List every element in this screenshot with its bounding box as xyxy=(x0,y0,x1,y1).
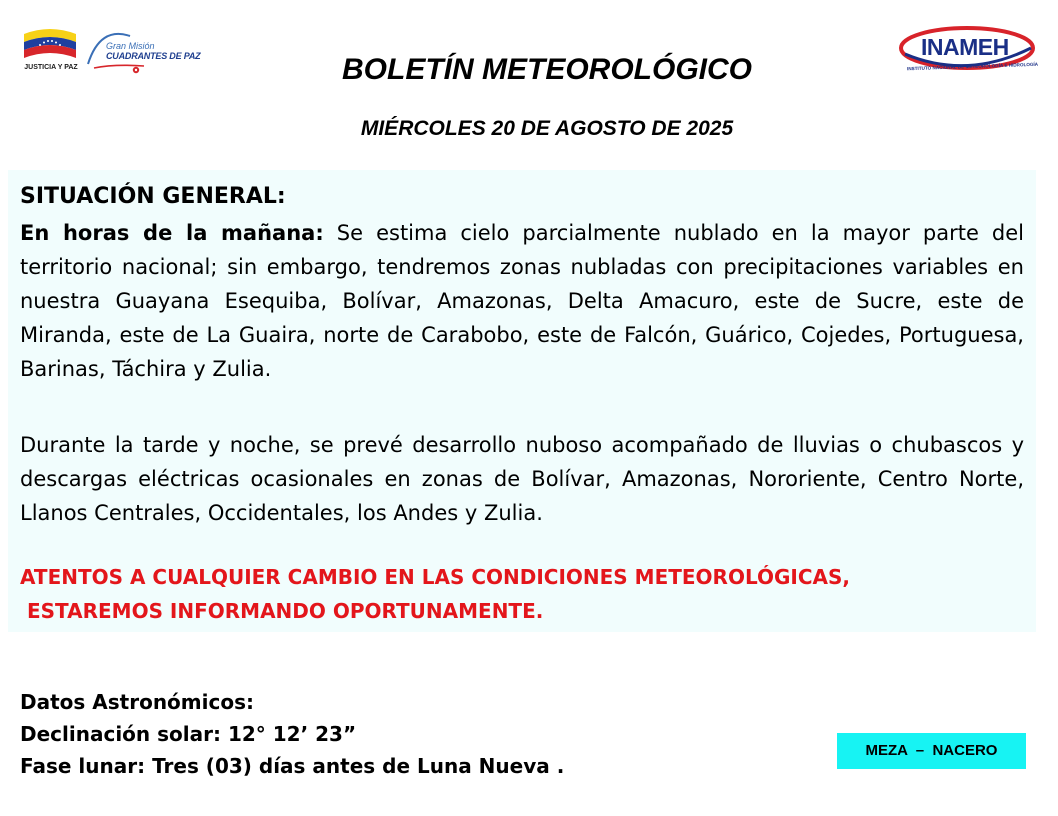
solar-declination: Declinación solar: 12° 12’ 23” xyxy=(20,722,357,746)
author-credit-badge: MEZA – NACERO xyxy=(837,733,1026,769)
afternoon-forecast: Durante la tarde y noche, se prevé desarrollo nuboso acompañado de lluvias o chubascos y descargas eléctricas ocasionales en zonas de Bolívar, Amazonas, Nororiente, Centro Norte, Llanos Centrales, Occidentales, los Andes y Zulia. xyxy=(20,433,1024,525)
moon-phase: Fase lunar: Tres (03) días antes de Luna Nueva . xyxy=(20,754,565,778)
inameh-subtitle: INSTITUTO NACIONAL DE METEOROLOGÍA E HIDROLOGÍA xyxy=(906,61,1039,72)
page-title: BOLETÍN METEOROLÓGICO xyxy=(342,53,752,86)
morning-forecast xyxy=(20,216,1024,386)
justicia-y-paz-caption: JUSTICIA Y PAZ xyxy=(24,64,78,71)
astronomical-data xyxy=(20,686,564,782)
inameh-wordmark: INAMEH xyxy=(921,34,1009,60)
morning-text: Se estima cielo parcialmente nublado en la mayor parte del territorio nacional; sin embargo, tendremos zonas nubladas con precipitaciones variables en nuestra Guayana Esequiba, Bolívar, Amazonas, Delta Amacuro, este de Sucre, este de Miranda, este de La Guaira, norte de Carabobo, este de Falcón, Guárico, Cojedes, Portuguesa, Barinas, Táchira y Zulia. xyxy=(20,221,1025,381)
alert-line-1: ATENTOS A CUALQUIER CAMBIO EN LAS CONDICIONES METEOROLÓGICAS, xyxy=(20,565,850,589)
morning-label: En horas de la mañana: xyxy=(20,221,324,245)
astro-heading: Datos Astronómicos: xyxy=(20,690,254,714)
cuadrantes-de-paz-label: CUADRANTES DE PAZ xyxy=(106,51,201,61)
general-situation-heading: SITUACIÓN GENERAL: xyxy=(20,184,286,209)
general-situation-panel xyxy=(8,170,1036,632)
alert-line-2: ESTAREMOS INFORMANDO OPORTUNAMENTE. xyxy=(20,599,544,623)
bulletin-date: MIÉRCOLES 20 DE AGOSTO DE 2025 xyxy=(360,117,734,140)
gran-mision-label: Gran Misión xyxy=(106,41,155,51)
alert-notice xyxy=(20,560,850,628)
